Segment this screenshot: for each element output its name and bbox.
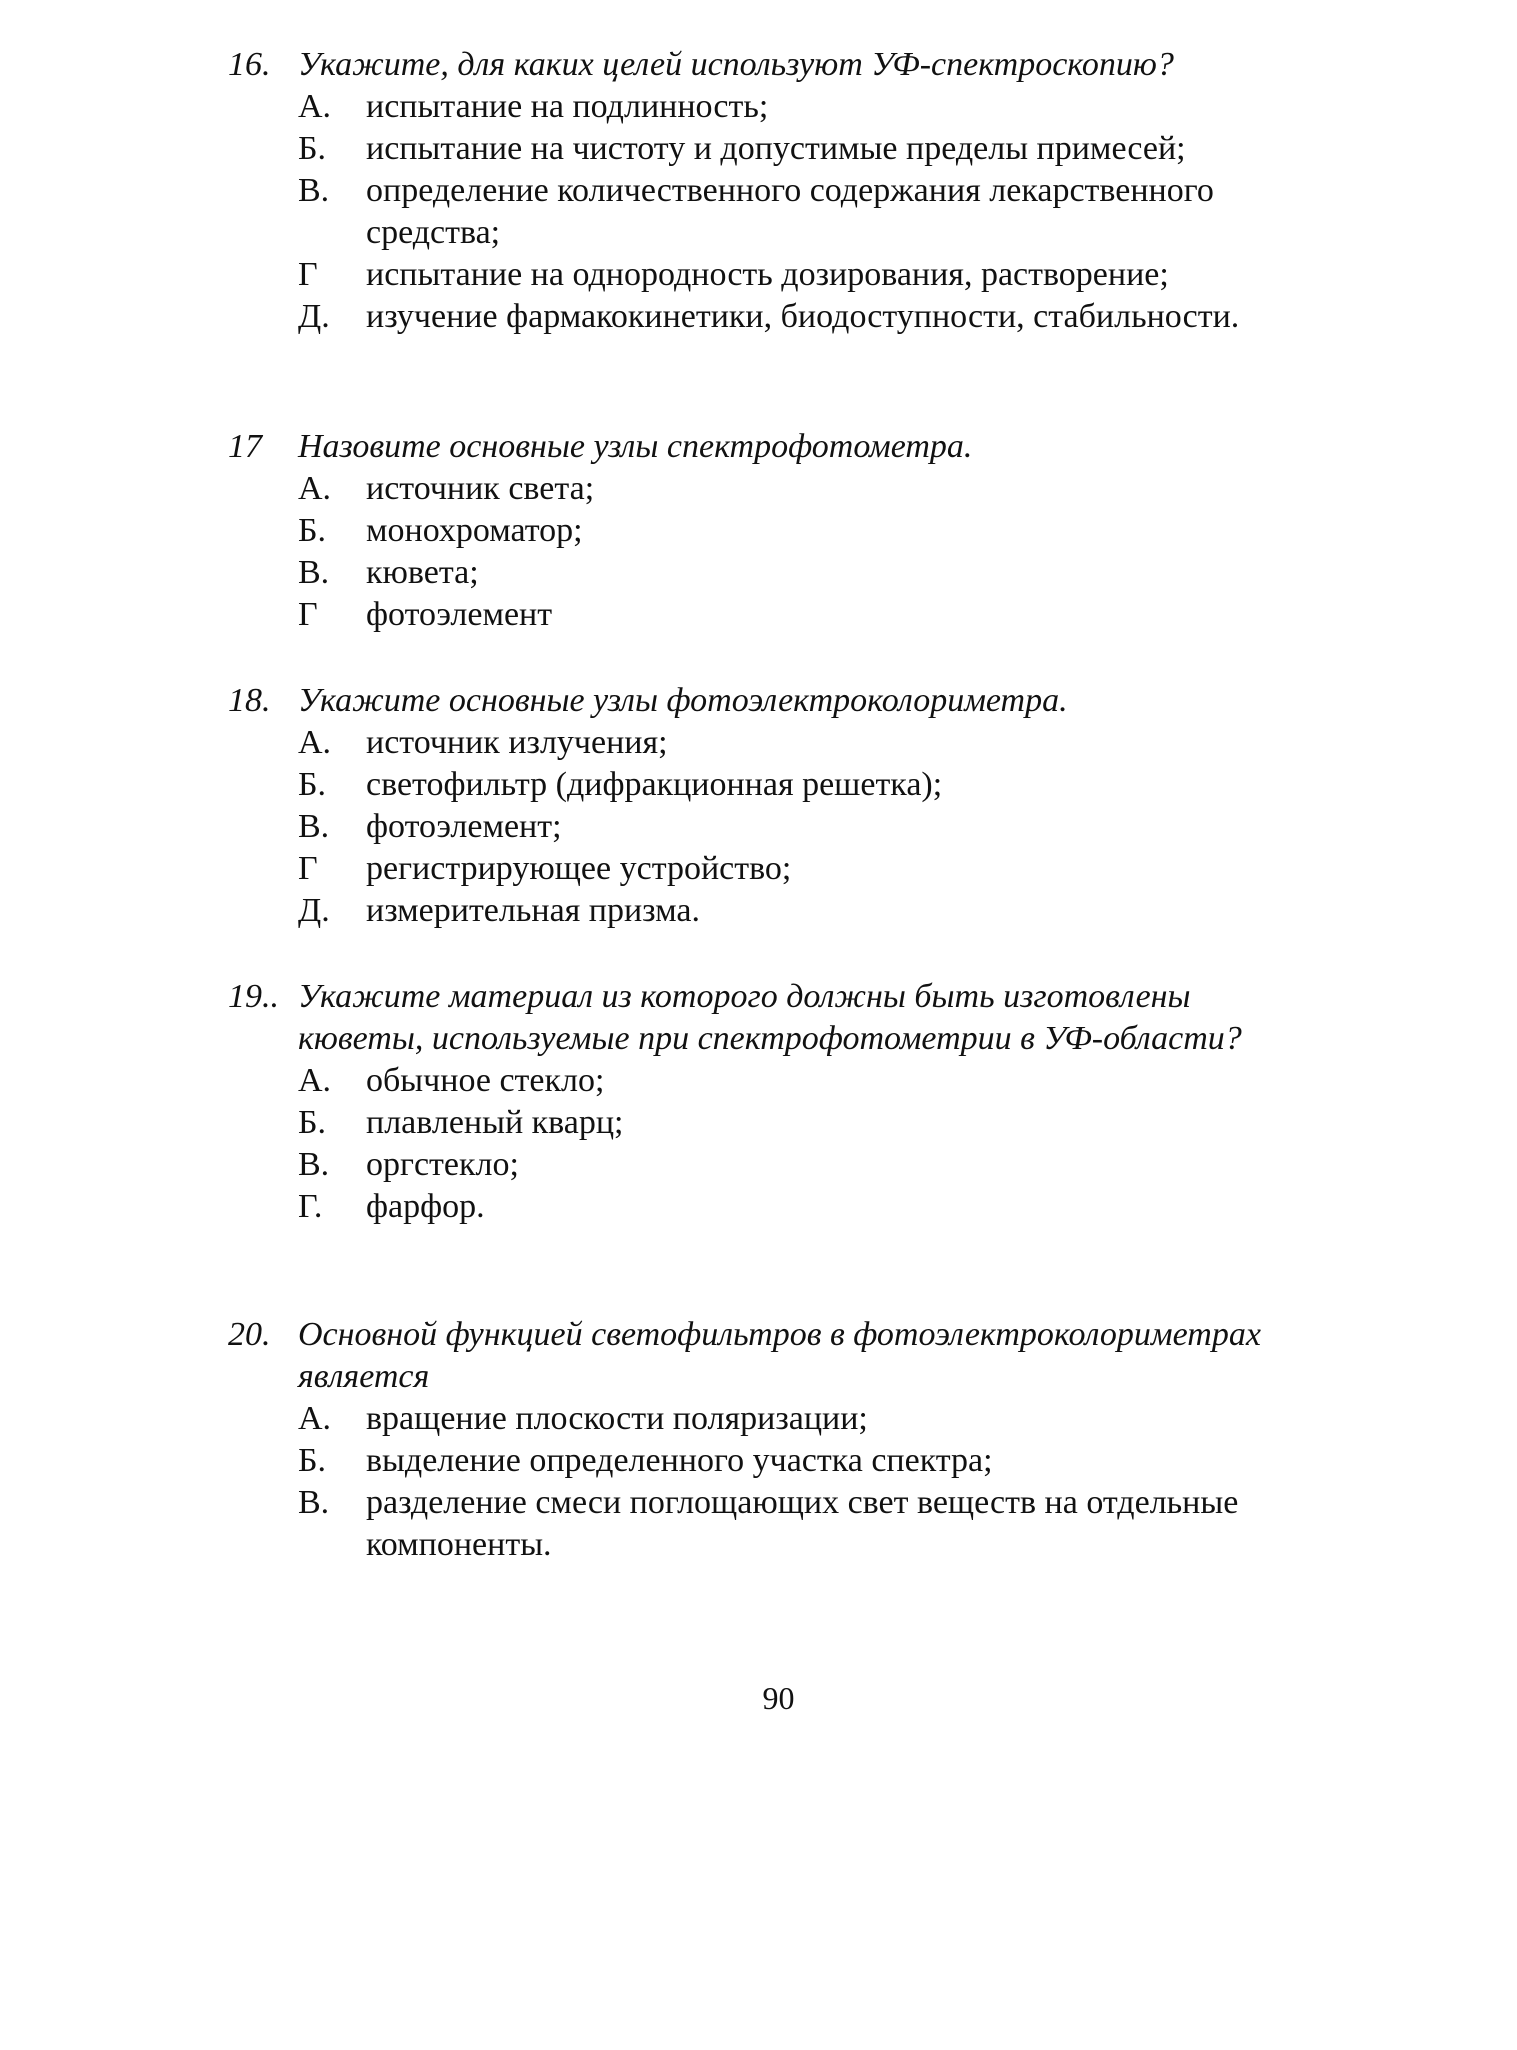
question-header [228, 1314, 1318, 1398]
option-letter: Б. [298, 512, 327, 549]
option-text: светофильтр (дифракционная решетка); [366, 766, 943, 803]
option-letter: Г. [298, 1188, 323, 1225]
question-16 [228, 44, 1318, 338]
answer-option [298, 254, 1318, 296]
option-letter: А. [298, 724, 332, 761]
option-letter: А. [298, 1400, 332, 1437]
option-text: фарфор. [366, 1188, 485, 1225]
option-text: оргстекло; [366, 1146, 519, 1183]
answer-option [298, 1102, 1318, 1144]
question-18 [228, 680, 1318, 932]
option-text: вращение плоскости поляризации; [366, 1400, 868, 1437]
answer-option [298, 722, 1318, 764]
answer-option [298, 848, 1318, 890]
question-text: Укажите, для каких целей используют УФ-спектроскопию? [298, 46, 1174, 83]
answer-option [298, 468, 1318, 510]
option-letter: В. [298, 1484, 330, 1521]
answer-option [298, 1398, 1318, 1440]
question-text: Назовите основные узлы спектрофотометра. [298, 428, 973, 465]
answer-option [298, 1440, 1318, 1482]
option-text: испытание на однородность дозирования, растворение; [366, 256, 1169, 293]
option-text: источник излучения; [366, 724, 668, 761]
answer-option [298, 806, 1318, 848]
option-letter: В. [298, 554, 330, 591]
option-text: фотоэлемент [366, 596, 553, 633]
answer-option [298, 86, 1318, 128]
option-letter: А. [298, 470, 332, 507]
option-letter: Б. [298, 1104, 327, 1141]
answer-option [298, 296, 1318, 338]
option-text: выделение определенного участка спектра; [366, 1442, 993, 1479]
option-letter: Д. [298, 892, 330, 929]
question-text: Укажите материал из которого должны быть изготовлены кюветы, используемые при спектрофотометрии в УФ-области? [298, 978, 1242, 1057]
option-letter: Г [298, 256, 318, 293]
option-text: определение количественного содержания лекарственного средства; [366, 172, 1214, 251]
answer-option [298, 1186, 1318, 1228]
option-text: источник света; [366, 470, 595, 507]
answer-option [298, 1060, 1318, 1102]
option-letter: Б. [298, 130, 327, 167]
option-text: разделение смеси поглощающих свет веществ на отдельные компоненты. [366, 1484, 1239, 1563]
option-text: монохроматор; [366, 512, 583, 549]
question-number: 19.. [228, 978, 279, 1015]
option-letter: А. [298, 1062, 332, 1099]
question-text: Укажите основные узлы фотоэлектроколориметра. [298, 682, 1068, 719]
option-letter: А. [298, 88, 332, 125]
option-letter: В. [298, 1146, 330, 1183]
option-letter: Б. [298, 766, 327, 803]
question-number: 20. [228, 1316, 271, 1353]
option-text: кювета; [366, 554, 479, 591]
question-19 [228, 976, 1318, 1228]
option-text: испытание на чистоту и допустимые пределы примесей; [366, 130, 1186, 167]
option-letter: В. [298, 808, 330, 845]
answer-option [298, 170, 1318, 254]
page-number: 90 [762, 1680, 795, 1716]
option-text: фотоэлемент; [366, 808, 562, 845]
option-letter: В. [298, 172, 330, 209]
option-letter: Г [298, 850, 318, 887]
option-letter: Д. [298, 298, 330, 335]
question-number: 16. [228, 46, 271, 83]
question-number: 18. [228, 682, 271, 719]
option-text: плавленый кварц; [366, 1104, 624, 1141]
question-17 [228, 426, 1318, 636]
question-number: 17 [228, 428, 262, 465]
answer-option [298, 594, 1318, 636]
answer-option [298, 552, 1318, 594]
answer-option [298, 510, 1318, 552]
answer-option [298, 1482, 1318, 1566]
answer-option [298, 1144, 1318, 1186]
answer-option [298, 128, 1318, 170]
option-letter: Г [298, 596, 318, 633]
option-text: испытание на подлинность; [366, 88, 769, 125]
option-text: изучение фармакокинетики, биодоступности, стабильности. [366, 298, 1240, 335]
question-header [228, 680, 1318, 722]
option-letter: Б. [298, 1442, 327, 1479]
question-header [228, 44, 1318, 86]
answer-option [298, 764, 1318, 806]
question-text: Основной функцией светофильтров в фотоэлектроколориметрах является [298, 1316, 1261, 1395]
answer-option [298, 890, 1318, 932]
option-text: обычное стекло; [366, 1062, 605, 1099]
option-text: регистрирующее устройство; [366, 850, 792, 887]
question-header [228, 976, 1318, 1060]
question-header [228, 426, 1318, 468]
question-20 [228, 1314, 1318, 1566]
option-text: измерительная призма. [366, 892, 701, 929]
